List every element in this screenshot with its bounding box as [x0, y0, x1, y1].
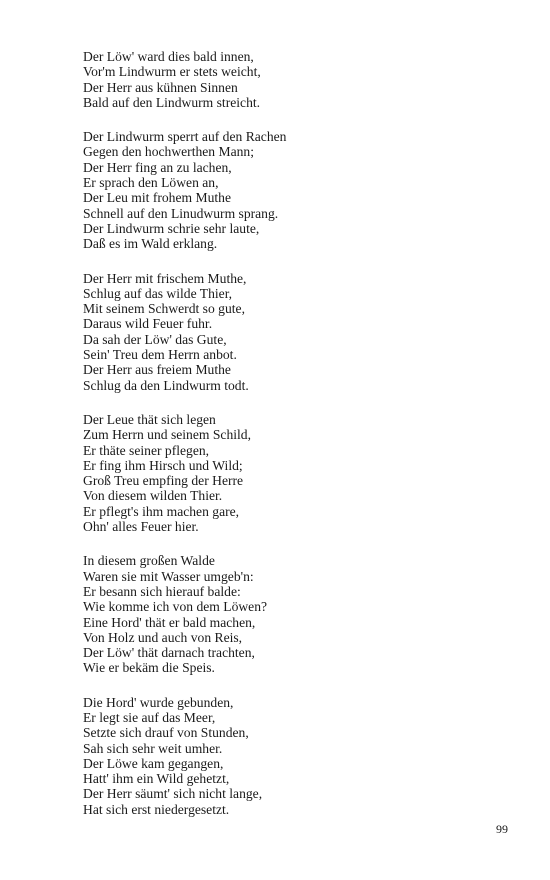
verse-line: Groß Treu empfing der Herre [83, 473, 244, 489]
verse-line: Schlug da den Lindwurm todt. [83, 377, 249, 393]
verse-line: Er legt sie auf das Meer, [83, 709, 216, 725]
verse-line: Schnell auf den Linudwurm sprang. [83, 205, 279, 221]
verse-line: Der Löw' ward dies bald innen, [83, 49, 254, 64]
verse-line: Der Lindwurm schrie sehr laute, [83, 220, 260, 236]
verse-line: Die Hord' wurde gebunden, [83, 694, 234, 710]
verse-line: Bald auf den Lindwurm streicht. [83, 94, 261, 110]
verse-line: Wie komme ich von dem Löwen? [83, 599, 268, 615]
stanza [83, 695, 503, 817]
verse-line: Sein' Treu dem Herrn anbot. [83, 347, 237, 363]
verse-line: Vor'm Lindwurm er stets weicht, [83, 64, 261, 80]
stanza [83, 129, 503, 251]
verse-line: Der Leue thät sich legen [83, 411, 216, 427]
verse-line: Der Herr mit frischem Muthe, [83, 270, 247, 286]
verse-line: Von Holz und auch von Reis, [83, 629, 243, 645]
verse-line: Der Lindwurm sperrt auf den Rachen [83, 129, 287, 145]
verse-line: Von diesem wilden Thier. [83, 488, 223, 504]
page-number: 99 [496, 822, 508, 836]
verse-line: Der Leu mit frohem Muthe [83, 190, 231, 206]
verse-line: Der Herr aus freiem Muthe [83, 362, 231, 378]
verse-line: Hatt' ihm ein Wild gehetzt, [83, 771, 230, 787]
verse-line: Hat sich erst niedergesetzt. [83, 801, 230, 817]
verse-line: Er pflegt's ihm machen gare, [83, 503, 240, 519]
stanza [83, 49, 503, 110]
verse-line: Der Herr säumt' sich nicht lange, [83, 786, 263, 802]
verse-line: Eine Hord' thät er bald machen, [83, 614, 256, 630]
verse-line: Gegen den hochwerthen Mann; [83, 144, 254, 160]
stanza [83, 412, 503, 534]
stanza [83, 553, 503, 675]
verse-line: Da sah der Löw' das Gute, [83, 331, 227, 347]
verse-line: Er sprach den Löwen an, [83, 175, 219, 191]
poem-text [83, 49, 503, 817]
stanza [83, 271, 503, 393]
verse-line: Wie er bekäm die Speis. [83, 660, 215, 676]
verse-line: Daß es im Wald erklang. [83, 236, 218, 252]
verse-line: Der Herr fing an zu lachen, [83, 159, 232, 175]
verse-line: Schlug auf das wilde Thier, [83, 285, 233, 301]
verse-line: Daraus wild Feuer fuhr. [83, 316, 213, 332]
verse-line: Sah sich sehr weit umher. [83, 740, 223, 756]
verse-line: Mit seinem Schwerdt so gute, [83, 301, 245, 317]
verse-line: Der Löwe kam gegangen, [83, 755, 224, 771]
verse-line: Ohn' alles Feuer hier. [83, 519, 199, 535]
verse-line: Er fing ihm Hirsch und Wild; [83, 457, 243, 473]
verse-line: Er besann sich hierauf balde: [83, 583, 241, 599]
verse-line: Er thäte seiner pflegen, [83, 442, 210, 458]
verse-line: In diesem großen Walde [83, 553, 215, 569]
verse-line: Setzte sich drauf von Stunden, [83, 725, 249, 741]
verse-line: Zum Herrn und seinem Schild, [83, 427, 252, 443]
verse-line: Der Herr aus kühnen Sinnen [83, 79, 238, 95]
verse-line: Waren sie mit Wasser umgeb'n: [83, 568, 254, 584]
verse-line: Der Löw' thät darnach trachten, [83, 645, 255, 661]
